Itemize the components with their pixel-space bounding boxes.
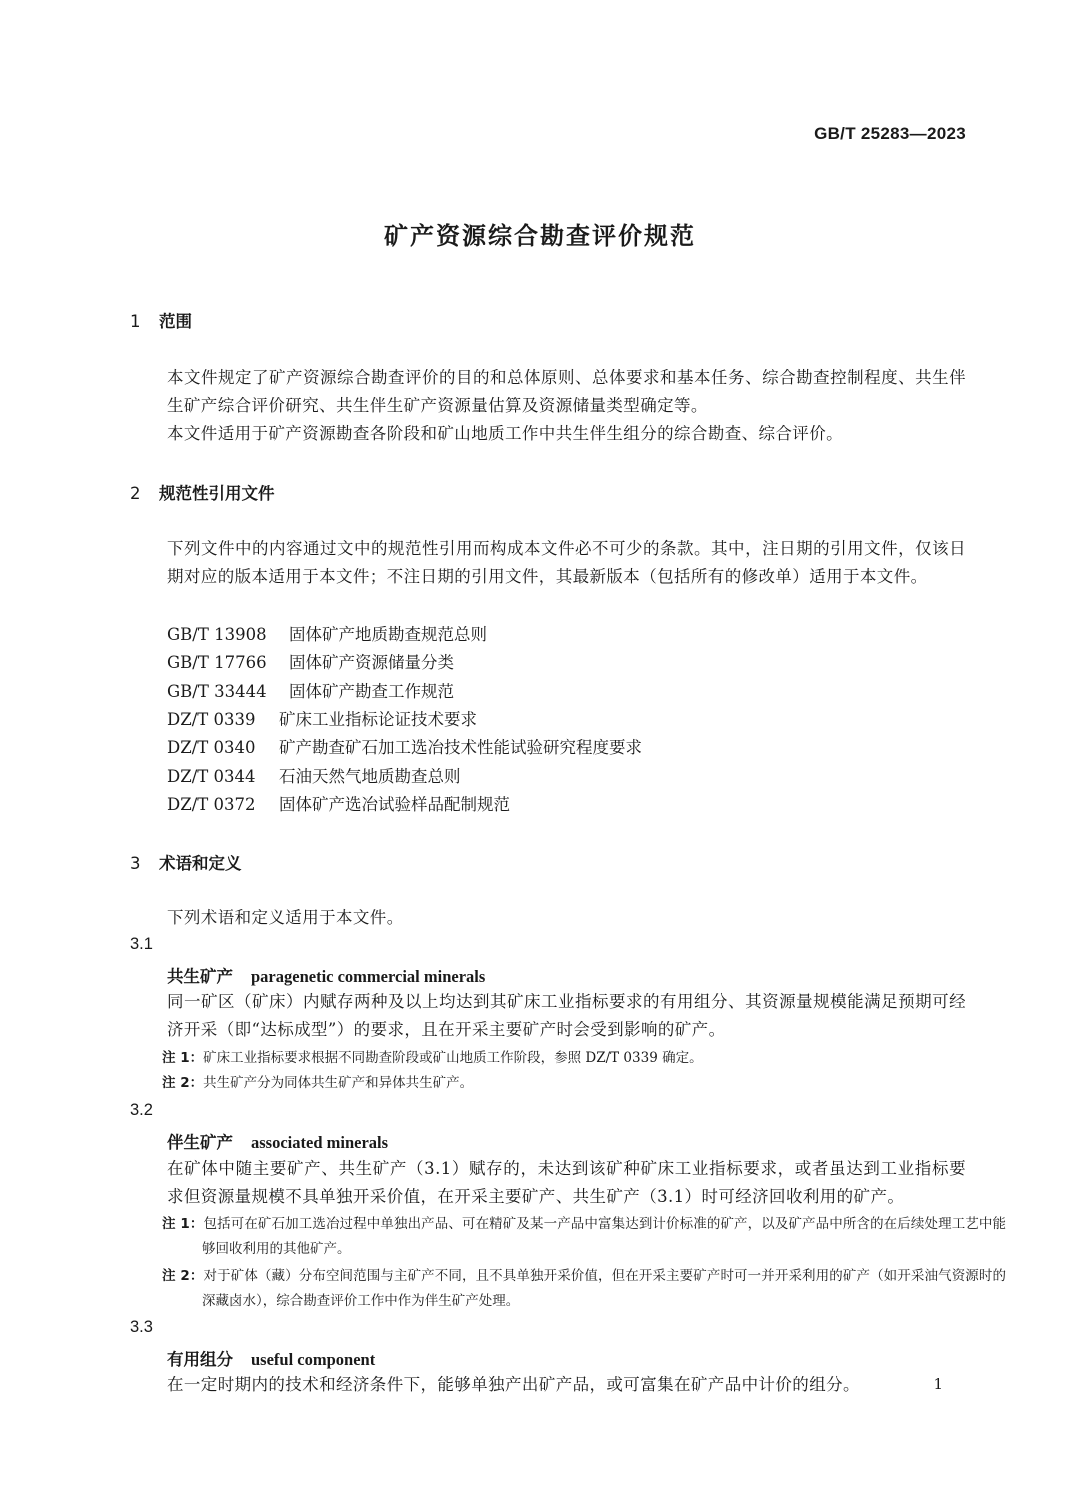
term-chinese: 伴生矿产 bbox=[167, 1133, 233, 1152]
note-label: 注 2： bbox=[162, 1268, 204, 1284]
term-definition bbox=[130, 1371, 910, 1399]
term-english: associated minerals bbox=[251, 1133, 389, 1152]
note bbox=[162, 1046, 966, 1071]
section-number: 3 bbox=[130, 854, 141, 873]
reference-code: GB/T 33444 bbox=[167, 682, 267, 701]
section-2-body bbox=[130, 535, 966, 591]
note-label: 注 1： bbox=[162, 1216, 204, 1232]
note-label: 注 2： bbox=[162, 1075, 204, 1091]
note-label: 注 1： bbox=[162, 1050, 204, 1066]
paragraph: 下列术语和定义适用于本文件。 bbox=[167, 908, 404, 927]
reference-code: GB/T 17766 bbox=[167, 653, 267, 672]
reference-title: 固体矿产地质勘查规范总则 bbox=[289, 625, 487, 644]
section-1-body bbox=[130, 364, 966, 448]
term-english: useful component bbox=[251, 1350, 376, 1369]
reference-item bbox=[167, 791, 510, 815]
reference-title: 矿产勘查矿石加工选冶技术性能试验研究程度要求 bbox=[279, 738, 642, 757]
section-number: 2 bbox=[130, 484, 141, 503]
reference-item bbox=[167, 621, 487, 645]
section-title: 范围 bbox=[159, 312, 192, 331]
term-definition bbox=[130, 1155, 966, 1211]
note-text: 对于矿体（藏）分布空间范围与主矿产不同，且不具单独开采价值，但在开采主要矿产时可一并开采利用的矿产（如开采油气资源时的深藏卤水），综合勘查评价工作中作为伴生矿产处理。 bbox=[202, 1268, 1007, 1309]
note bbox=[162, 1212, 1006, 1262]
term-definition bbox=[130, 988, 966, 1044]
page-number: 1 bbox=[933, 1375, 943, 1393]
reference-code: DZ/T 0339 bbox=[167, 710, 256, 729]
reference-title: 石油天然气地质勘查总则 bbox=[279, 767, 461, 786]
reference-item bbox=[167, 763, 461, 787]
definition-text: 在一定时期内的技术和经济条件下，能够单独产出矿产品，或可富集在矿产品中计价的组分。 bbox=[167, 1375, 860, 1394]
reference-item bbox=[167, 734, 642, 758]
note bbox=[162, 1071, 966, 1096]
section-3-intro bbox=[130, 904, 966, 932]
reference-item bbox=[167, 678, 454, 702]
note-text: 共生矿产分为同体共生矿产和异体共生矿产。 bbox=[203, 1075, 474, 1091]
reference-code: DZ/T 0372 bbox=[167, 795, 256, 814]
section-title: 规范性引用文件 bbox=[159, 484, 275, 503]
definition-text: 同一矿区（矿床）内赋存两种及以上均达到其矿床工业指标要求的有用组分、其资源量规模能满足预期可经济开采（即“达标成型”）的要求，且在开采主要矿产时会受到影响的矿产。 bbox=[167, 992, 966, 1039]
note bbox=[162, 1264, 1006, 1314]
reference-title: 矿床工业指标论证技术要求 bbox=[279, 710, 477, 729]
term-heading bbox=[167, 1129, 388, 1153]
term-number: 3.2 bbox=[130, 1101, 153, 1119]
definition-text: 在矿体中随主要矿产、共生矿产（3.1）赋存的，未达到该矿种矿床工业指标要求，或者虽达到工业指标要求但资源量规模不具单独开采价值，在开采主要矿产、共生矿产（3.1）时可经济回收利用的矿产。 bbox=[167, 1159, 966, 1206]
reference-item bbox=[167, 706, 477, 730]
paragraph: 本文件规定了矿产资源综合勘查评价的目的和总体原则、总体要求和基本任务、综合勘查控制程度、共生伴生矿产综合评价研究、共生伴生矿产资源量估算及资源储量类型确定等。 bbox=[167, 368, 966, 415]
section-2-heading bbox=[130, 480, 275, 504]
term-heading bbox=[167, 1346, 375, 1370]
section-3-heading bbox=[130, 850, 242, 874]
reference-title: 固体矿产勘查工作规范 bbox=[289, 682, 454, 701]
section-title: 术语和定义 bbox=[159, 854, 242, 873]
reference-title: 固体矿产选冶试验样品配制规范 bbox=[279, 795, 510, 814]
term-english: paragenetic commercial minerals bbox=[251, 967, 486, 986]
reference-code: DZ/T 0344 bbox=[167, 767, 256, 786]
document-title: 矿产资源综合勘查评价规范 bbox=[384, 222, 696, 250]
term-number: 3.3 bbox=[130, 1318, 153, 1336]
note-text: 包括可在矿石加工选冶过程中单独出产品、可在精矿及某一产品中富集达到计价标准的矿产，以及矿产品中所含的在后续处理工艺中能够回收利用的其他矿产。 bbox=[202, 1216, 1007, 1257]
reference-code: DZ/T 0340 bbox=[167, 738, 256, 757]
paragraph: 下列文件中的内容通过文中的规范性引用而构成本文件必不可少的条款。其中，注日期的引用文件，仅该日期对应的版本适用于本文件；不注日期的引用文件，其最新版本（包括所有的修改单）适用于本文件。 bbox=[167, 539, 966, 586]
note-text: 矿床工业指标要求根据不同勘查阶段或矿山地质工作阶段，参照 DZ/T 0339 确定。 bbox=[203, 1050, 703, 1066]
section-number: 1 bbox=[130, 312, 141, 331]
reference-item bbox=[167, 649, 454, 673]
section-1-heading bbox=[130, 308, 192, 332]
term-chinese: 有用组分 bbox=[167, 1350, 233, 1369]
reference-code: GB/T 13908 bbox=[167, 625, 267, 644]
term-heading bbox=[167, 963, 485, 987]
paragraph: 本文件适用于矿产资源勘查各阶段和矿山地质工作中共生伴生组分的综合勘查、综合评价。 bbox=[167, 424, 843, 443]
standard-code: GB/T 25283—2023 bbox=[814, 124, 966, 143]
term-chinese: 共生矿产 bbox=[167, 967, 233, 986]
reference-title: 固体矿产资源储量分类 bbox=[289, 653, 454, 672]
term-number: 3.1 bbox=[130, 935, 153, 953]
